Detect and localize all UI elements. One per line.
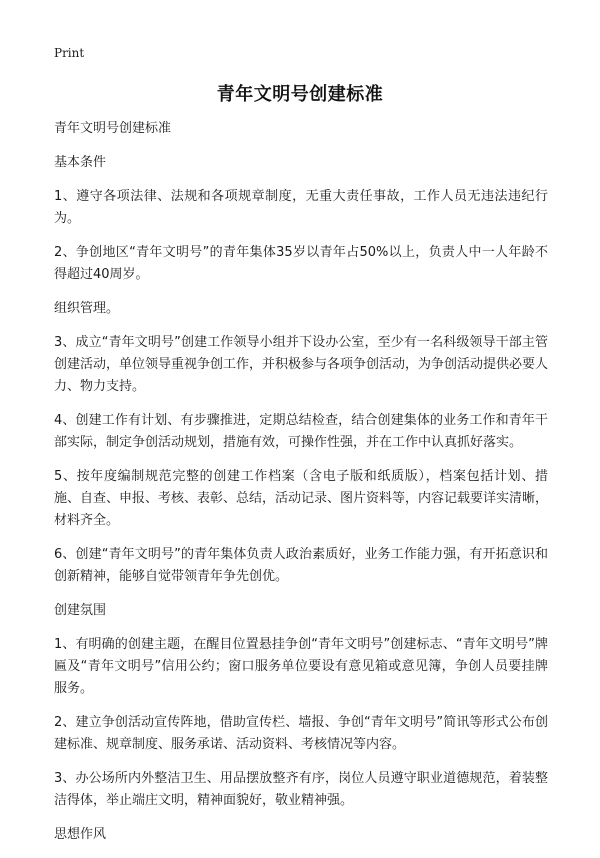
section-heading-ideology: 思想作风 [54,827,107,842]
document-title: 青年文明号创建标准 [216,84,384,105]
paragraph-item: 6、创建“青年文明号”的青年集体负责人政治素质好，业务工作能力强，有开拓意识和创新精神，能够自觉带领青年争先创优。 [54,547,548,584]
paragraph-item: 4、创建工作有计划、有步骤推进，定期总结检查，结合创建集体的业务工作和青年干部实际，制定争创活动规划，措施有效，可操作性强，并在工作中认真抓好落实。 [54,413,548,450]
paragraph-subtitle: 青年文明号创建标准 [54,121,172,136]
paragraph-item: 2、建立争创活动宣传阵地，借助宣传栏、墙报、争创“青年文明号”简讯等形式公布创建标准、规章制度、服务承诺、活动资料、考核情况等内容。 [54,715,548,752]
document-body [54,118,548,858]
print-label: Print [54,46,85,60]
paragraph-item: 5、按年度编制规范完整的创建工作档案（含电子版和纸质版），档案包括计划、措施、自查、申报、考核、表彰、总结，活动记录、图片资料等，内容记载要详实清晰，材料齐全。 [54,469,549,528]
paragraph-item: 1、遵守各项法律、法规和各项规章制度，无重大责任事故，工作人员无违法违纪行为。 [54,189,548,226]
section-heading-organization: 组织管理。 [54,301,120,316]
paragraph-item: 3、办公场所内外整洁卫生、用品摆放整齐有序，岗位人员遵守职业道德规范，着装整洁得体，举止端庄文明，精神面貌好，敬业精神强。 [54,771,548,808]
paragraph-item: 1、有明确的创建主题，在醒目位置悬挂争创“青年文明号”创建标志、“青年文明号”牌匾及“青年文明号”信用公约；窗口服务单位要设有意见箱或意见簿，争创人员要挂牌服务。 [54,637,548,696]
section-heading-basic-conditions: 基本条件 [54,155,107,170]
section-heading-atmosphere: 创建氛围 [54,603,107,618]
paragraph-item: 3、成立“青年文明号”创建工作领导小组并下设办公室，至少有一名科级领导干部主管创建活动，单位领导重视争创工作，并积极参与各项争创活动，为争创活动提供必要人力、物力支持。 [54,335,549,394]
paragraph-item: 2、争创地区“青年文明号”的青年集体35岁以青年占50%以上，负责人中一人年龄不得超过40周岁。 [54,245,548,282]
